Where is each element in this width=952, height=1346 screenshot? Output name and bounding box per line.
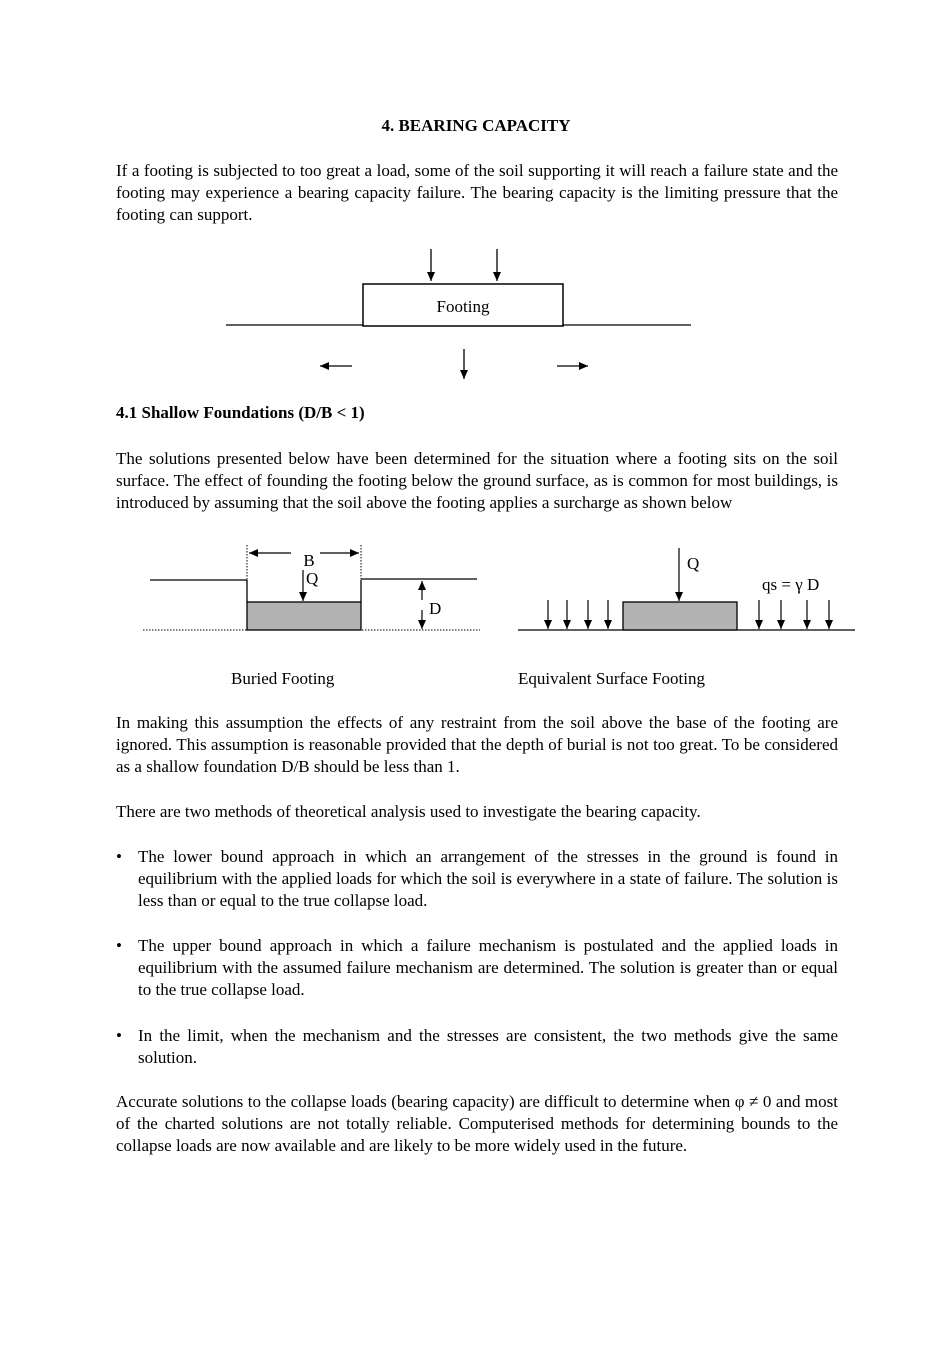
assumption-paragraph: In making this assumption the effects of any restraint from the soil above the base of the footing are ignored. This assumption is reasonable provided that the depth of burial is not too great. To be considered as a shallow foundation D/B should be less than 1. xyxy=(116,713,838,776)
bullet-text: In the limit, when the mechanism and the stresses are consistent, the two methods give the same solution. xyxy=(138,1026,838,1067)
caption-buried-footing: Buried Footing xyxy=(231,669,335,688)
depth-label-d: D xyxy=(429,599,442,618)
caption-surface-footing: Equivalent Surface Footing xyxy=(518,669,705,688)
footing-diagram xyxy=(226,249,691,379)
bullet-text: The upper bound approach in which a failure mechanism is postulated and the applied loads in equilibrium with the assumed failure mechanism are determined. The solution is greater than or equal to the true collapse load. xyxy=(138,936,838,999)
bullet-dot: • xyxy=(116,936,122,955)
section-heading: 4.1 Shallow Foundations (D/B < 1) xyxy=(116,403,365,422)
section-paragraph: The solutions presented below have been determined for the situation where a footing sits on the soil surface. The effect of founding the footing below the ground surface, as is common for most buildings, is introduced by assuming that the soil above the footing applies a surcharge as shown below xyxy=(116,449,838,512)
intro-paragraph: If a footing is subjected to too great a load, some of the soil supporting it will reach a failure state and the footing may experience a bearing capacity failure. The bearing capacity is the limiting pressure that the footing can support. xyxy=(116,161,838,224)
surcharge-label: qs = γ D xyxy=(762,575,820,594)
bullet-item xyxy=(116,846,838,912)
surface-footing-block xyxy=(623,602,737,630)
load-label-q: Q xyxy=(306,569,319,588)
buried-footing-diagram xyxy=(143,545,480,630)
width-label-b: B xyxy=(303,551,315,570)
surface-load-label-q: Q xyxy=(687,554,700,573)
buried-footing-block xyxy=(247,602,361,630)
final-paragraph: Accurate solutions to the collapse loads (bearing capacity) are difficult to determine when φ ≠ 0 and most of the charted solutions are not totally reliable. Computerised methods for determining bounds to the collapse loads are now available and are likely to be more widely used in the future. xyxy=(116,1092,838,1155)
bullet-item xyxy=(116,1025,838,1069)
footing-label: Footing xyxy=(436,297,490,316)
page-title: 4. BEARING CAPACITY xyxy=(381,116,571,135)
bullet-dot: • xyxy=(116,1026,122,1045)
bullet-item xyxy=(116,935,838,1001)
surface-footing-diagram xyxy=(518,548,855,630)
methods-paragraph: There are two methods of theoretical analysis used to investigate the bearing capacity. xyxy=(116,802,701,821)
bullet-text: The lower bound approach in which an arrangement of the stresses in the ground is found in equilibrium with the applied loads for which the soil is everywhere in a state of failure. The solution is less than or equal to the true collapse load. xyxy=(138,847,838,910)
bullet-dot: • xyxy=(116,847,122,866)
